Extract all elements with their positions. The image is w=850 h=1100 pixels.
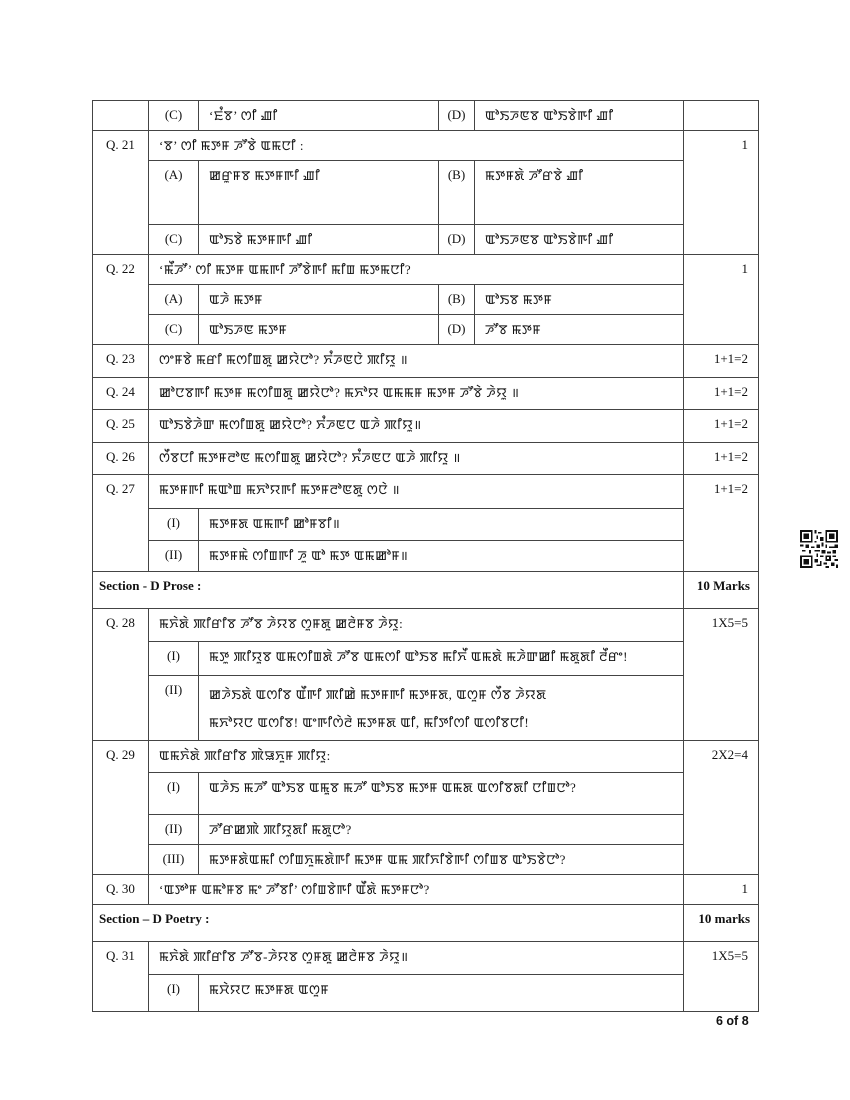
question-number: Q. 29	[93, 741, 149, 875]
table-row	[93, 509, 759, 541]
question-text: ꯑꯣꯏꯕꯥꯍꯥꯛ ꯃꯁꯤꯡꯗꯨ ꯀꯌꯥꯅꯣ? ꯈꯪꯍꯟꯅ ꯑꯍꯥ ꯄꯤꯌꯨ॥	[149, 410, 684, 443]
question-text: ꯁꯦꯝꯕꯥ ꯃꯔꯤ ꯃꯁꯤꯡꯗꯨ ꯀꯌꯥꯅꯣ? ꯈꯪꯍꯟꯅꯥ ꯄꯤꯌꯨ ॥	[149, 345, 684, 378]
table-row	[93, 676, 759, 741]
table-row	[93, 161, 759, 225]
question-number: Q. 27	[93, 475, 149, 572]
question-marks: 1	[684, 255, 759, 345]
table-row	[93, 975, 759, 1012]
option-text: ꯑꯍꯥ ꯃꯇꯝ	[199, 285, 439, 315]
option-text: ꯑꯣꯏꯕ ꯃꯇꯝ	[475, 285, 684, 315]
option-text: ꯑꯣꯏꯕꯥ ꯃꯇꯝꯒꯤ ꯉꯤ	[199, 225, 439, 255]
sub-question-text	[199, 676, 684, 741]
question-number: Q. 24	[93, 378, 149, 410]
sub-question-line: ꯀꯍꯥꯏꯗꯥ ꯑꯁꯤꯕ ꯑꯩꯒꯤ ꯄꯤꯀꯥ ꯃꯇꯝꯒꯤ ꯃꯇꯝꯗ, ꯑꯁꯨꯝ ꯁꯩꯕ ꯍꯥꯌꯗ	[209, 687, 547, 702]
question-number: Q. 23	[93, 345, 149, 378]
question-number: Q. 21	[93, 131, 149, 255]
sub-question-text: ꯃꯇꯝꯗꯥꯑꯃꯤ ꯁꯤꯡꯈꯨꯃꯗꯥꯒꯤ ꯃꯇꯝ ꯑꯃ ꯄꯤꯈꯤꯕꯥꯒꯤ ꯁꯤꯡꯕ ꯑꯣꯏꯕꯥꯅꯣ?	[199, 845, 684, 875]
question-marks: 1+1=2	[684, 378, 759, 410]
table-row	[93, 741, 759, 773]
option-label: (C)	[149, 101, 199, 131]
sub-question-label: (II)	[149, 676, 199, 741]
sub-question-label: (II)	[149, 541, 199, 572]
question-text: ꯃꯇꯝꯒꯤ ꯃꯑꯣꯡ ꯃꯈꯣꯌꯒꯤ ꯃꯇꯝꯂꯣꯟꯗꯨ ꯁꯅꯥ ॥	[149, 475, 684, 509]
option-text: ‘ꯐꯪꯕ’ ꯁꯤ ꯉꯤ	[199, 101, 439, 131]
question-marks: 1+1=2	[684, 345, 759, 378]
option-label: (A)	[149, 161, 199, 225]
table-row	[93, 773, 759, 815]
option-text: ꯃꯇꯝꯗꯥ ꯍꯧꯔꯕꯥ ꯉꯤ	[475, 161, 684, 225]
option-label: (D)	[439, 315, 475, 345]
option-label: (C)	[149, 315, 199, 345]
question-text: ꯁꯩꯕꯅꯤ ꯃꯇꯝꯂꯣꯟ ꯃꯁꯤꯡꯗꯨ ꯀꯌꯥꯅꯣ? ꯈꯪꯍꯟꯅ ꯑꯍꯥ ꯄꯤꯌꯨ ॥	[149, 443, 684, 475]
page-number: 6 of 8	[716, 1014, 749, 1028]
table-row	[93, 541, 759, 572]
option-label: (D)	[439, 101, 475, 131]
sub-question-text: ꯍꯧꯔꯀꯄꯥ ꯄꯤꯌꯨꯗꯤ ꯃꯗꯨꯅꯣ?	[199, 815, 684, 845]
table-row	[93, 609, 759, 642]
option-label: (B)	[439, 285, 475, 315]
question-number: Q. 30	[93, 875, 149, 905]
question-table	[92, 100, 759, 1012]
table-row	[93, 255, 759, 285]
section-header-row	[93, 572, 759, 609]
qr-code-icon	[800, 530, 838, 568]
question-marks: 1+1=2	[684, 410, 759, 443]
q-number-cell	[93, 101, 149, 131]
option-label: (A)	[149, 285, 199, 315]
table-row	[93, 942, 759, 975]
option-label: (B)	[439, 161, 475, 225]
question-number: Q. 26	[93, 443, 149, 475]
question-number: Q. 28	[93, 609, 149, 741]
option-text: ꯑꯣꯏꯍꯟꯕ ꯑꯣꯏꯕꯥꯒꯤ ꯉꯤ	[475, 225, 684, 255]
question-marks: 1	[684, 875, 759, 905]
table-row	[93, 378, 759, 410]
table-row	[93, 815, 759, 845]
section-marks: 10 Marks	[684, 572, 759, 609]
sub-question-text: ꯑꯍꯥꯏ ꯃꯍꯧ ꯑꯣꯏꯕ ꯑꯃꯨꯕ ꯃꯍꯧ ꯑꯣꯏꯕ ꯃꯇꯝ ꯑꯃꯗ ꯑꯁꯤꯕꯗꯤ ꯅꯤꯡꯅꯣ?	[199, 773, 684, 815]
sub-question-label: (I)	[149, 975, 199, 1012]
question-text: ꯃꯈꯥꯗꯥ ꯄꯤꯔꯤꯕ ꯍꯧꯕ-ꯍꯥꯌꯕ ꯁꯨꯝꯗꯨ ꯀꯂꯥꯝꯕ ꯍꯥꯌꯨ॥	[149, 942, 684, 975]
sub-question-label: (II)	[149, 815, 199, 845]
section-title: Section - D Prose :	[93, 572, 684, 609]
question-text: ‘ꯑꯇꯣꯝ ꯑꯃꯣꯝꯕ ꯃꯦ ꯍꯧꯕꯤ’ ꯁꯤꯡꯕꯥꯒꯤ ꯑꯩꯗꯥ ꯃꯇꯝꯅꯣ?	[149, 875, 684, 905]
marks-cell	[684, 101, 759, 131]
option-text: ꯑꯣꯏꯍꯟꯕ ꯑꯣꯏꯕꯥꯒꯤ ꯉꯤ	[475, 101, 684, 131]
section-title: Section – D Poetry :	[93, 905, 684, 942]
table-row	[93, 410, 759, 443]
table-row	[93, 475, 759, 509]
question-text: ‘ꯕ’ ꯁꯤ ꯃꯇꯝ ꯍꯧꯕꯥ ꯑꯃꯅꯤ :	[149, 131, 684, 161]
sub-question-line: ꯃꯈꯣꯌꯅ ꯑꯁꯤꯕ! ꯑꯦꯒꯤꯁꯥꯂꯥ ꯃꯇꯝꯗ ꯑꯤ, ꯃꯤꯇꯤꯁꯤ ꯑꯁꯤꯕꯅꯤ!	[209, 715, 530, 730]
option-text: ꯀꯔꯨꯝꯕ ꯃꯇꯝꯒꯤ ꯉꯤ	[199, 161, 439, 225]
table-row	[93, 315, 759, 345]
table-row	[93, 285, 759, 315]
question-text: ꯃꯈꯥꯗꯥ ꯄꯤꯔꯤꯕ ꯍꯧꯕ ꯍꯥꯌꯕ ꯁꯨꯝꯗꯨ ꯀꯂꯥꯝꯕ ꯍꯥꯌꯨ:	[149, 609, 684, 642]
question-marks: 1+1=2	[684, 475, 759, 572]
question-text: ꯑꯃꯈꯥꯗꯥ ꯄꯤꯔꯤꯕ ꯄꯥꯎꯈꯨꯝ ꯄꯤꯌꯨ:	[149, 741, 684, 773]
option-text: ꯍꯧꯕ ꯃꯇꯝ	[475, 315, 684, 345]
table-row	[93, 845, 759, 875]
table-row	[93, 131, 759, 161]
question-marks: 1X5=5	[684, 942, 759, 1012]
sub-question-text: ꯃꯇꯨ ꯄꯤꯌꯨꯕ ꯑꯃꯁꯤꯡꯗꯥ ꯍꯧꯕ ꯑꯃꯁꯤ ꯑꯣꯏꯕ ꯃꯤꯈꯩ ꯑꯃꯗꯥ ꯃꯍꯥꯛꯀꯤ ꯃꯗꯨꯗꯤ ꯂꯩꯔꯦ!	[199, 642, 684, 676]
option-text: ꯑꯣꯏꯍꯟ ꯃꯇꯝ	[199, 315, 439, 345]
question-number: Q. 25	[93, 410, 149, 443]
sub-question-text: ꯃꯇꯝꯗ ꯑꯃꯒꯤ ꯀꯣꯝꯕꯤ॥	[199, 509, 684, 541]
section-header-row	[93, 905, 759, 942]
option-label: (D)	[439, 225, 475, 255]
table-row	[93, 101, 759, 131]
option-label: (C)	[149, 225, 199, 255]
question-number: Q. 31	[93, 942, 149, 1012]
table-row	[93, 225, 759, 255]
sub-question-text: ꯃꯇꯝꯃꯥ ꯁꯤꯡꯒꯤ ꯍꯨ ꯑꯣ ꯃꯇ ꯑꯃꯀꯣꯝ॥	[199, 541, 684, 572]
question-marks: 2X2=4	[684, 741, 759, 875]
table-row	[93, 443, 759, 475]
section-marks: 10 marks	[684, 905, 759, 942]
sub-question-label: (I)	[149, 509, 199, 541]
sub-question-text: ꯃꯆꯥꯌꯅ ꯃꯇꯝꯗ ꯑꯁꯨꯝ	[199, 975, 684, 1012]
sub-question-label: (I)	[149, 642, 199, 676]
question-marks: 1+1=2	[684, 443, 759, 475]
sub-question-label: (III)	[149, 845, 199, 875]
question-marks: 1	[684, 131, 759, 255]
question-marks: 1X5=5	[684, 609, 759, 741]
table-row	[93, 642, 759, 676]
table-row	[93, 345, 759, 378]
question-number: Q. 22	[93, 255, 149, 345]
question-text: ‘ꯃꯩꯍꯧ’ ꯁꯤ ꯃꯇꯝ ꯑꯃꯒꯤ ꯍꯧꯕꯥꯒꯤ ꯃꯤꯡ ꯃꯇꯃꯅꯤ?	[149, 255, 684, 285]
question-text: ꯀꯣꯅꯕꯒꯤ ꯃꯇꯝ ꯃꯁꯤꯡꯗꯨ ꯀꯌꯥꯅꯣ? ꯃꯈꯣꯌ ꯑꯃꯃꯝ ꯃꯇꯝ ꯍꯧꯕꯥ ꯍꯥꯌꯨ ॥	[149, 378, 684, 410]
table-row	[93, 875, 759, 905]
sub-question-label: (I)	[149, 773, 199, 815]
